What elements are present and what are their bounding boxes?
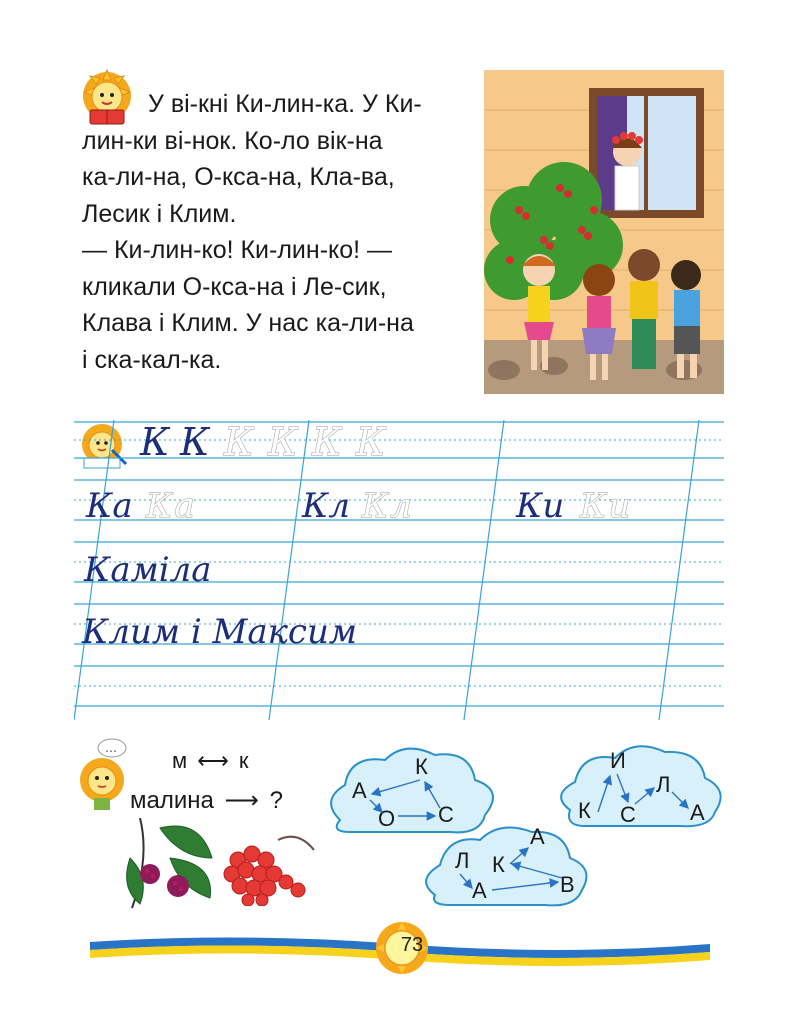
cursive-syllable: Кл [302, 486, 350, 526]
cloud2-letter: Л [656, 772, 671, 797]
trace-syllable: Кл [362, 486, 414, 526]
reading-line: Клава і Клим. У нас ка-ли-на [82, 309, 414, 337]
trace-syllable: Ки [580, 486, 633, 526]
svg-text:…: … [105, 741, 117, 755]
reading-line: лин-ки ві-нок. Ко-ло вік-на [82, 126, 383, 155]
cloud1-letter: С [438, 802, 454, 827]
cloud3-letter: В [560, 872, 575, 897]
letter-k: к [238, 748, 249, 773]
letter-clouds [320, 740, 740, 920]
reading-line: Лесик і Клим. [82, 199, 237, 228]
trace-letter: К [268, 420, 300, 464]
children-viburnum-illustration [484, 70, 724, 394]
reading-line: і ска-кал-ка. [82, 345, 222, 374]
trace-syllable: Ка [146, 486, 197, 526]
cloud1-letter: О [378, 806, 396, 831]
sun-thinking-icon [74, 736, 136, 812]
cloud1-letter: А [352, 778, 367, 803]
reading-line: ка-ли-на, О-кса-на, Кла-ва, [82, 163, 395, 191]
cloud3-letter: А [530, 824, 545, 849]
trace-letter: К [224, 420, 256, 464]
right-arrow-icon: ⟶ [224, 787, 259, 814]
raspberry-icon [120, 818, 220, 914]
cursive-capital-k: К [180, 420, 210, 464]
cursive-syllable: Ка [86, 486, 133, 526]
cursive-phrase: Клим i Максим [82, 612, 358, 652]
double-arrow-icon: ⟷ [197, 748, 229, 773]
cloud2-letter: А [690, 800, 705, 825]
cloud1-letter: К [415, 754, 428, 779]
trace-letter: К [356, 420, 388, 464]
letter-swap-rule [172, 748, 249, 774]
cloud3-letter: К [492, 852, 505, 877]
cursive-syllable: Ки [516, 486, 565, 526]
cursive-word: Камiла [84, 550, 212, 590]
trace-letter: К [312, 420, 344, 464]
question-mark: ? [269, 787, 283, 814]
letter-m: м [172, 748, 188, 773]
cloud2-letter: И [610, 748, 626, 773]
cloud3-letter: А [472, 878, 487, 903]
reading-line: У ві-кні Ки-лин-ка. У Ки- [148, 90, 422, 118]
cloud3-letter: Л [455, 848, 470, 873]
word-transform [130, 786, 283, 815]
reading-line: — Ки-лин-ко! Ки-лин-ко! — [82, 236, 393, 264]
word-malina: малина [130, 787, 214, 814]
cursive-capital-k: К [140, 420, 170, 464]
cloud2-letter: К [578, 798, 591, 823]
reading-line: кликали О-кса-на і Ле-сик, [82, 272, 387, 301]
reading-passage [82, 86, 482, 378]
viburnum-berries-icon [218, 830, 318, 906]
cloud2-letter: С [620, 802, 636, 827]
page-number: 73 [400, 934, 424, 956]
